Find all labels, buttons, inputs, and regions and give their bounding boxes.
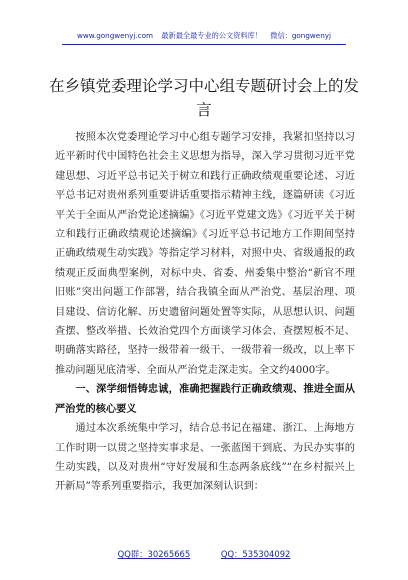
- intro-paragraph: 按照本次党委理论学习中心组专题学习安排，我紧扣坚持以习近平新时代中国特色社会主义思想为指导，深入学习贯彻习近平党建思想、习近平总书记关于树立和践行正确政绩观重要论述、习近平总书记对贵州系列重要讲话重要指示精神主线，逐篇研读《习近平关于全面从严治党论述摘编》《习近平党建文选》《习近平关于树立和践行正确政绩观论述摘编》《习近平总书记地方工作期间坚持正确政绩观生动实践》等指定学习材料，对照中央、省级通报的政绩观正反面典型案例，对标中央、省委、州委集中整治“新官不理旧账”突出问题工作部署，结合我镇全面从严治党、基层治理、项目建设、信访化解、历史遗留问题处置等实际，从思想认识、问题查摆、整改举措、长效治党四个方面谈学习体会、查摆短板不足、明确落实路径，坚持一级带着一级干、一级带着一级改，以上率下推动问题见底清零、全面从严治党走深走实。全文约4000字。: [55, 132, 355, 376]
- qq-group-link[interactable]: QQ群：30265665: [117, 549, 191, 559]
- document-body: [55, 128, 355, 497]
- site-footer: [0, 547, 408, 561]
- header-divider: [62, 44, 346, 45]
- section-heading-1: 一、深学细悟铸忠诚，准确把握践行正确政绩观、推进全面从严治党的核心要义: [55, 384, 355, 415]
- site-slogan: 最新最全最专业的公文资料库！: [161, 31, 262, 40]
- qq-contact-link[interactable]: QQ：535304092: [220, 549, 291, 559]
- document-title: 在乡镇党委理论学习中心组专题研讨会上的发言: [48, 77, 359, 119]
- wechat-contact: 微信：gongwenyj: [270, 31, 332, 40]
- site-header: [0, 30, 408, 42]
- website-link[interactable]: www.gongwenyj.com: [76, 31, 154, 40]
- body-paragraph: 通过本次系统集中学习，结合总书记在福建、浙江、上海地方工作时期一以贯之坚持实事求是、一张蓝图干到底、为民办实事的生动实践，以及对贵州“守好发展和生态两条底线”“在乡村振兴上开新局”等系列重要指示，我更加深刻认识到：: [55, 423, 355, 493]
